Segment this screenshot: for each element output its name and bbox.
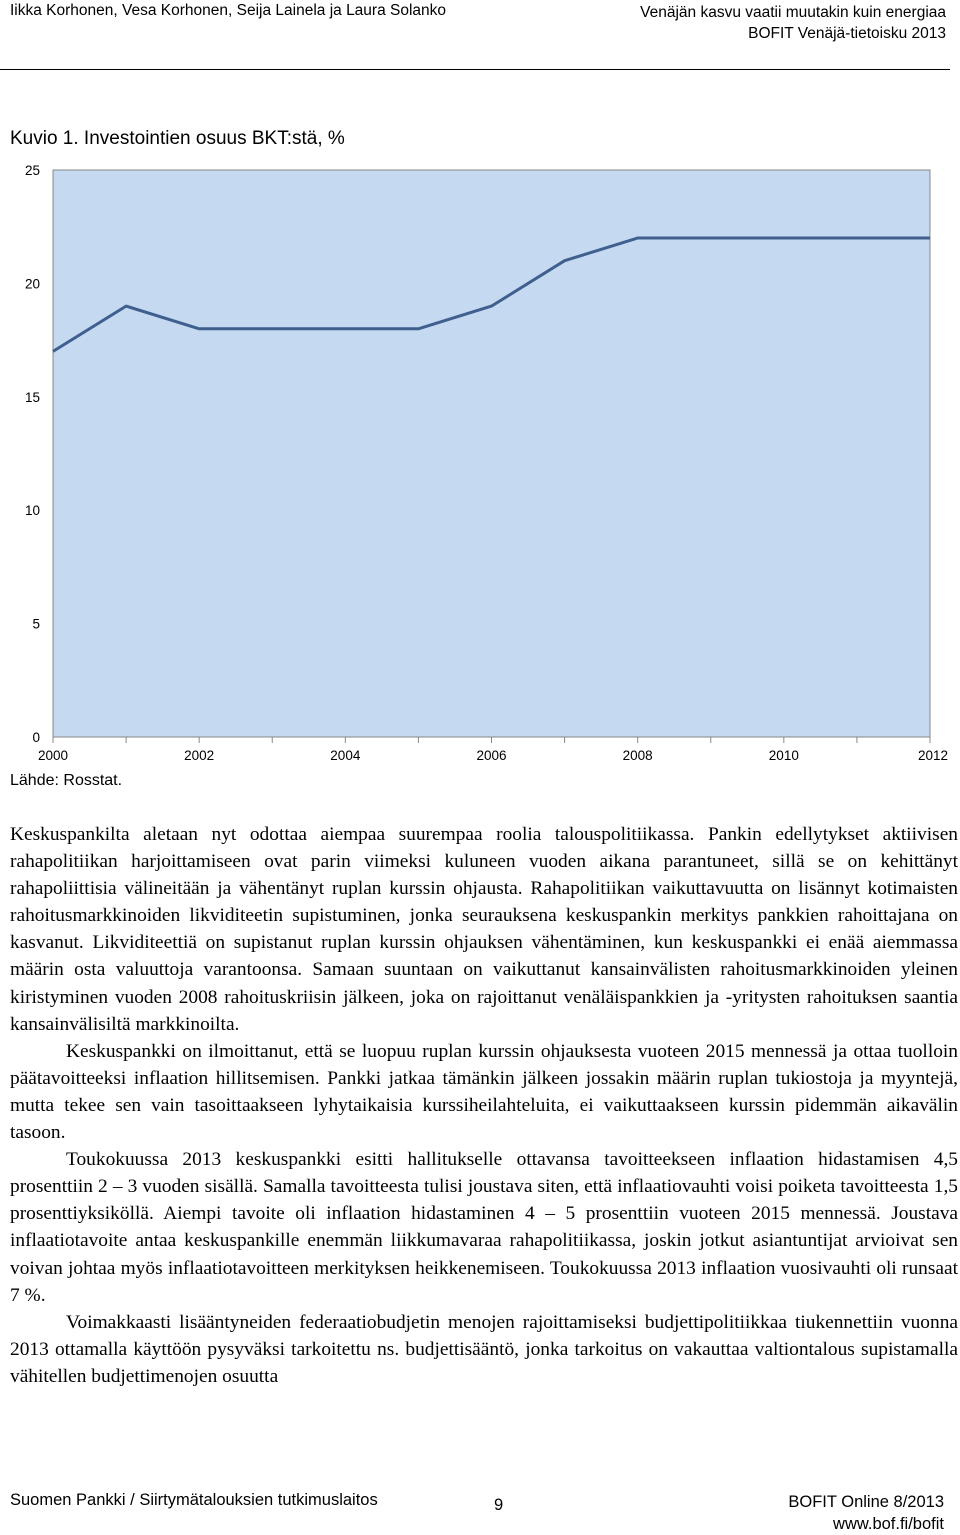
x-tick-label: 2008 [622, 748, 653, 763]
figure-source: Lähde: Rosstat. [10, 772, 123, 789]
investment-chart [0, 155, 960, 767]
x-tick-label: 2002 [184, 748, 215, 763]
paragraph-3: Toukokuussa 2013 keskuspankki esitti hallitukselle ottavansa tavoitteekseen inflaation hidastamisen 4,5 prosenttiin 2 – 3 vuoden sisällä. Samalla tavoitteesta tulisi joustava siten, että inflaatiovauhti voisi poiketa tavoitteesta 1,5 prosenttiyksiköllä. Aiempi tavoite oli inflaation hidastaminen 4 – 5 prosenttiin vuoteen 2015 mennessä. Joustava inflaatiotavoite antaa keskuspankille enemmän liikkumavaraa rahapolitiikassa, joskin jotkut asiantuntijat arvioivat sen voivan johtaa myös inflaatiotavoitteen merkityksen heikkenemiseen. Toukokuussa 2013 inflaation vuosivauhti oli runsaat 7 %. [10, 1149, 958, 1306]
header-publication: BOFIT Venäjä-tietoisku 2013 [748, 25, 946, 42]
y-tick-label: 0 [32, 730, 40, 745]
paragraph-4: Voimakkaasti lisääntyneiden federaatiobudjetin menojen rajoittamiseksi budjettipolitiikkaa tiukennettiin vuonna 2013 ottamalla käyttöön pysyväksi tarkoitettu ns. budjettisääntö, jonka tarkoitus on vakauttaa valtiontalous supistamalla vähitellen budjettimenojen osuutta [10, 1311, 958, 1387]
paragraph-1: Keskuspankilta aletaan nyt odottaa aiempaa suurempaa roolia talouspolitiikassa. Pankin edellytykset aktiivisen rahapolitiikan harjoittamiseen ovat parin viimeksi kuluneen vuoden aikana parantuneet, sillä se on kehittänyt rahapoliittisia välineitään ja vähentänyt ruplan kurssin ohjausta. Rahapolitiikan vaikuttavuutta on lisännyt kotimaisten rahoitusmarkkinoiden likviditeetin supistuminen, jonka seurauksena keskuspankin merkitys pankkien rahoittajana on kasvanut. Likviditeettiä on supistanut ruplan kurssin ohjauksen vähentäminen, kun keskuspankki ei enää aiemmassa määrin osta valuuttoja varantoonsa. Samaan suuntaan on vaikuttanut kansainvälisten rahoitusmarkkinoiden yleinen kiristyminen vuoden 2008 rahoituskriisin jälkeen, joka on rajoittanut venäläispankkien ja -yritysten rahoituksen saantia kansainvälisiltä markkinoilta. [10, 824, 958, 1035]
footer-url: www.bof.fi/bofit [833, 1515, 944, 1533]
figure-title: Kuvio 1. Investointien osuus BKT:stä, % [10, 128, 345, 149]
paragraph-2: Keskuspankki on ilmoittanut, että se luopuu ruplan kurssin ohjauksesta vuoteen 2015 mennessä ja ottaa tuolloin päätavoitteeksi inflaation hillitsemisen. Pankki jatkaa tämänkin jälkeen jossakin määrin ruplan tukiostoja ja myyntejä, mutta tekee sen vain tasoittaakseen lyhytaikaisia kurssiheilahteluita, ei vaikuttaakseen kurssin pidemmän aikavälin tasoon. [10, 1040, 958, 1144]
footer-institution: Suomen Pankki / Siirtymätalouksien tutkimuslaitos [10, 1491, 378, 1509]
y-tick-label: 10 [24, 503, 40, 519]
article-body [10, 821, 958, 1390]
header-article-title: Venäjän kasvu vaatii muutakin kuin energiaa [640, 4, 946, 21]
header-right [640, 2, 946, 44]
header-authors: Iikka Korhonen, Vesa Korhonen, Seija Lainela ja Laura Solanko [10, 2, 447, 19]
y-tick-label: 5 [32, 616, 40, 632]
footer-right [788, 1491, 944, 1535]
x-tick-label: 2000 [37, 748, 69, 763]
page-number: 9 [494, 1496, 504, 1514]
y-tick-label: 25 [24, 163, 40, 178]
y-tick-label: 20 [24, 276, 40, 292]
x-tick-label: 2006 [476, 748, 507, 763]
x-tick-label: 2012 [917, 748, 948, 763]
y-tick-label: 15 [24, 389, 40, 405]
header-divider [0, 69, 950, 70]
footer-series: BOFIT Online 8/2013 [788, 1493, 944, 1511]
x-tick-label: 2004 [330, 748, 361, 763]
plot-area [53, 170, 930, 737]
x-tick-label: 2010 [768, 748, 799, 763]
